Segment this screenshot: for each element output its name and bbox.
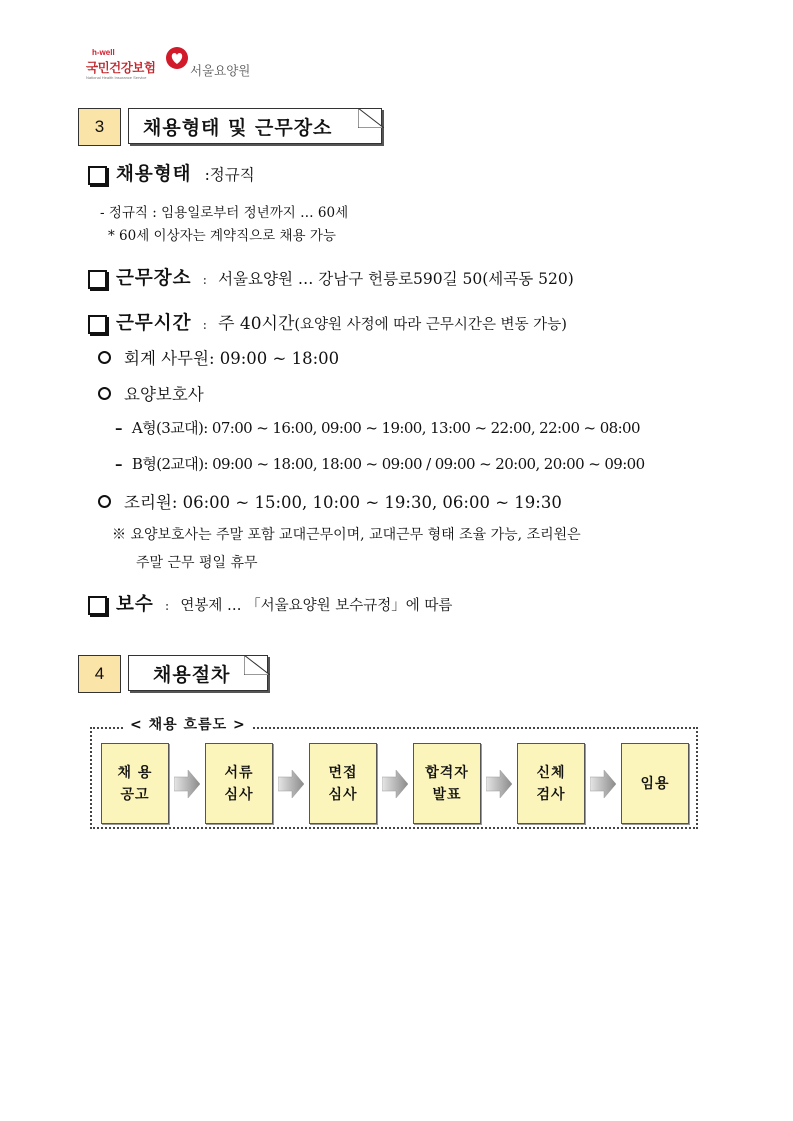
work-hours-row bbox=[116, 309, 567, 335]
flow-step-result bbox=[413, 743, 481, 824]
arrow-right-icon bbox=[590, 770, 616, 798]
caregiver-type-a-text: A형(3교대): 07:00 ~ 16:00, 09:00 ~ 19:00, 13:00 ~ 22:00, 22:00 ~ 08:00 bbox=[131, 419, 640, 437]
work-hours-remark-cont: 주말 근무 평일 휴무 bbox=[136, 555, 258, 571]
flow-step-announcement bbox=[101, 743, 169, 824]
flow-step-appointment bbox=[621, 743, 689, 824]
folded-corner-icon bbox=[244, 655, 270, 675]
section-number: 3 bbox=[78, 108, 121, 146]
employment-type-label: 채용형태 bbox=[116, 164, 192, 185]
checkbox-icon bbox=[88, 596, 107, 615]
section-title bbox=[128, 655, 268, 691]
checkbox-icon bbox=[88, 166, 107, 185]
caregiver-type-b-text: B형(2교대): 09:00 ~ 18:00, 18:00 ~ 09:00 / 09:00 ~ 20:00, 20:00 ~ 09:00 bbox=[131, 455, 645, 473]
circle-bullet-icon bbox=[98, 495, 111, 508]
salary-row bbox=[116, 590, 452, 616]
workplace-value: 서울요양원 … 강남구 헌릉로590길 50(세곡동 520) bbox=[218, 270, 574, 288]
salary-label: 보수 bbox=[116, 594, 154, 615]
flow-step-line1: 서류 bbox=[224, 764, 254, 781]
circle-bullet-icon bbox=[98, 351, 111, 364]
dash-bullet-icon: – bbox=[115, 455, 122, 473]
flow-step-line2: 검사 bbox=[536, 786, 566, 803]
caregiver-type-b bbox=[115, 453, 645, 474]
flow-step-line1: 임용 bbox=[640, 775, 670, 792]
workplace-label: 근무장소 bbox=[116, 268, 192, 289]
work-hours-note: (요양원 사정에 따라 근무시간은 변동 가능) bbox=[294, 317, 567, 333]
section-title-text: 채용형태 및 근무장소 bbox=[143, 116, 333, 139]
logo-org-en: National Health Insurance Service bbox=[86, 75, 147, 80]
accounting-hours bbox=[98, 345, 339, 369]
flow-step-line2: 공고 bbox=[120, 786, 150, 803]
flow-step-line1: 면접 bbox=[328, 764, 358, 781]
section-title bbox=[128, 108, 382, 144]
arrow-right-icon bbox=[382, 770, 408, 798]
arrow-right-icon bbox=[174, 770, 200, 798]
section-title-text: 채용절차 bbox=[153, 663, 231, 686]
flow-step-line1: 채 용 bbox=[117, 764, 153, 781]
arrow-right-icon bbox=[486, 770, 512, 798]
workplace-colon: : bbox=[202, 273, 207, 288]
flow-step-document-review bbox=[205, 743, 273, 824]
flow-chart-title: < 채용 흐름도 > bbox=[125, 714, 251, 734]
work-hours-remark: ※ 요양보호사는 주말 포함 교대근무이며, 교대근무 형태 조율 가능, 조리원은 bbox=[112, 527, 581, 543]
flow-step-line2: 심사 bbox=[224, 786, 254, 803]
flow-step-interview bbox=[309, 743, 377, 824]
logo-org-name: 국민건강보험 bbox=[86, 60, 156, 75]
folded-corner-icon bbox=[358, 108, 384, 128]
dash-bullet-icon: – bbox=[115, 419, 122, 437]
flow-step-line1: 신체 bbox=[536, 764, 566, 781]
flow-step-line2: 발표 bbox=[432, 786, 462, 803]
heart-logo-icon bbox=[164, 46, 190, 70]
section-number: 4 bbox=[78, 655, 121, 693]
logo-branch-name: 서울요양원 bbox=[190, 63, 251, 78]
employment-type-row bbox=[116, 160, 255, 186]
accounting-hours-text: 회계 사무원: 09:00 ~ 18:00 bbox=[124, 349, 340, 368]
workplace-row bbox=[116, 264, 574, 290]
flow-step-physical-exam bbox=[517, 743, 585, 824]
caregiver-hours-label: 요양보호사 bbox=[124, 385, 204, 404]
employment-type-note: * 60세 이상자는 계약직으로 채용 가능 bbox=[108, 228, 336, 244]
salary-colon: : bbox=[164, 599, 170, 614]
logo bbox=[86, 44, 276, 86]
flow-step-line2: 심사 bbox=[328, 786, 358, 803]
work-hours-label: 근무시간 bbox=[116, 313, 192, 334]
salary-value: 연봉제 … 「서울요양원 보수규정」에 따름 bbox=[180, 598, 453, 614]
employment-type-value: :정규직 bbox=[204, 166, 255, 184]
cook-hours bbox=[98, 489, 562, 513]
flow-step-line1: 합격자 bbox=[425, 764, 469, 781]
logo-tagline: h-well bbox=[92, 48, 115, 57]
caregiver-type-a bbox=[115, 417, 640, 438]
checkbox-icon bbox=[88, 315, 107, 334]
cook-hours-text: 조리원: 06:00 ~ 15:00, 10:00 ~ 19:30, 06:00 ~ 19:30 bbox=[124, 493, 562, 512]
caregiver-hours bbox=[98, 381, 204, 405]
work-hours-value: 주 40시간 bbox=[218, 314, 295, 334]
employment-type-detail: - 정규직 : 임용일로부터 정년까지 … 60세 bbox=[100, 205, 349, 221]
circle-bullet-icon bbox=[98, 387, 111, 400]
work-hours-colon: : bbox=[202, 318, 207, 333]
arrow-right-icon bbox=[278, 770, 304, 798]
checkbox-icon bbox=[88, 270, 107, 289]
